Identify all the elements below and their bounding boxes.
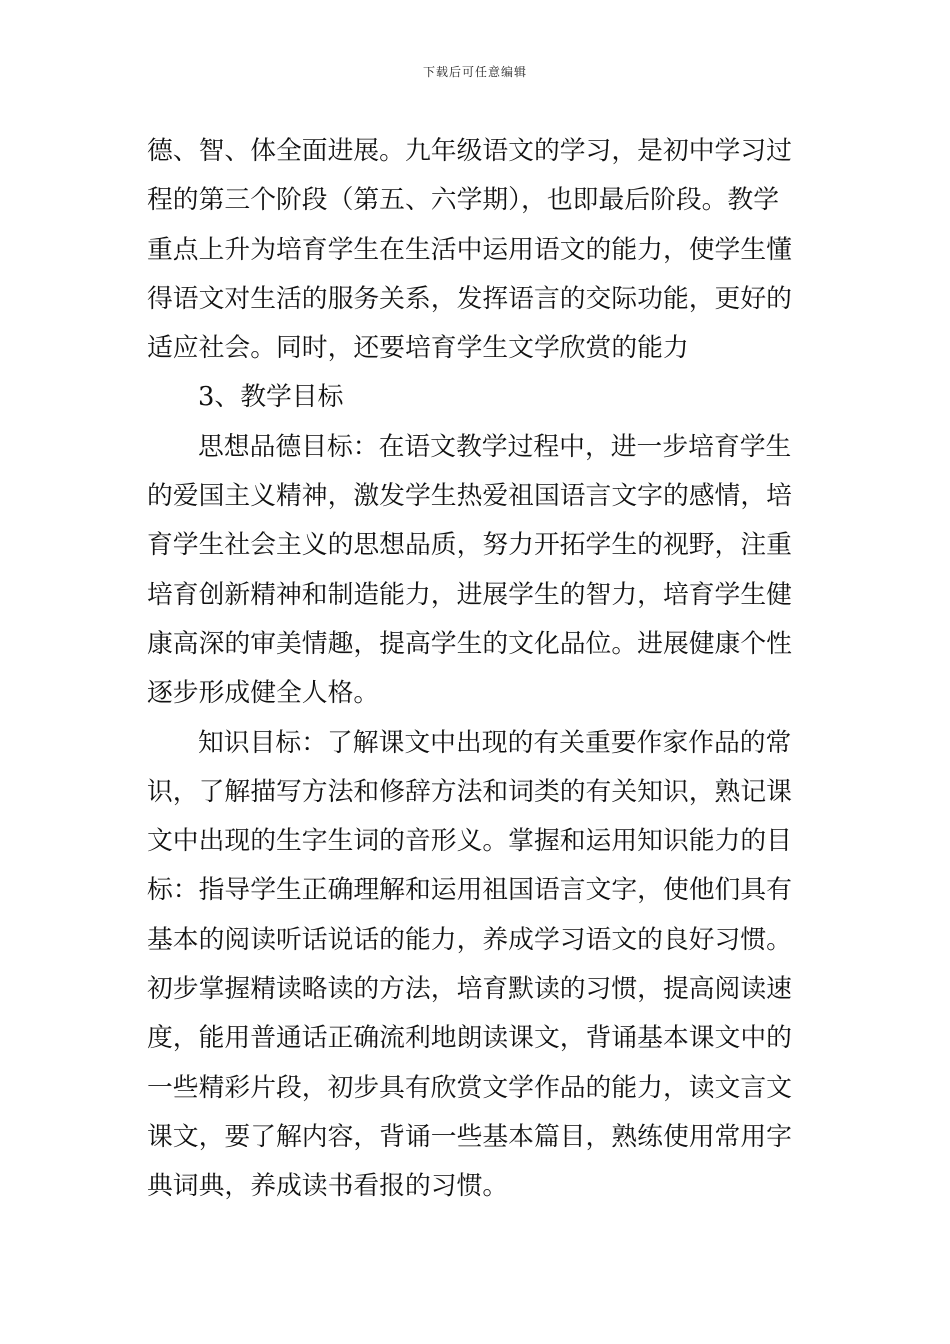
text-line: 课文，要了解内容，背诵一些基本篇目，熟练使用常用字 [147,1121,792,1152]
page-header-note: 下载后可任意编辑 [422,65,527,79]
text-line: 文中出现的生字生词的音形义。掌握和运用知识能力的目 [147,826,792,857]
text-line: 德、智、体全面进展。九年级语文的学习，是初中学习过 [147,136,792,166]
text-line: 度，能用普通话正确流利地朗读课文，背诵基本课文中的 [147,1023,792,1054]
text-line: 思想品德目标：在语文教学过程中，进一步培育学生 [198,431,792,462]
section-heading: 3、教学目标 [198,382,344,413]
text-line: 的爱国主义精神，激发学生热爱祖国语言文字的感情，培 [147,481,792,512]
text-line: 康高深的审美情趣，提高学生的文化品位。进展健康个性 [147,628,792,659]
text-line: 标：指导学生正确理解和运用祖国语言文字，使他们具有 [147,875,792,906]
text-line: 得语文对生活的服务关系，发挥语言的交际功能，更好的 [147,283,792,314]
document-body [147,127,837,1212]
text-line: 基本的阅读听话说话的能力，养成学习语文的良好习惯。 [147,924,792,955]
text-line: 育学生社会主义的思想品质，努力开拓学生的视野，注重 [147,530,792,561]
text-line: 知识目标：了解课文中出现的有关重要作家作品的常 [198,727,792,758]
text-line: 逐步形成健全人格。 [147,678,380,709]
text-line: 一些精彩片段，初步具有欣赏文学作品的能力，读文言文 [147,1072,792,1103]
text-line: 重点上升为培育学生在生活中运用语文的能力，使学生懂 [147,234,792,265]
text-line: 初步掌握精读略读的方法，培育默读的习惯，提高阅读速 [147,974,792,1005]
text-line: 适应社会。同时，还要培育学生文学欣赏的能力 [147,333,689,364]
text-line: 培育创新精神和制造能力，进展学生的智力，培育学生健 [147,579,792,610]
text-line: 程的第三个阶段（第五、六学期），也即最后阶段。教学 [147,185,780,216]
text-line: 典词典，养成读书看报的习惯。 [147,1171,509,1202]
text-line: 识，了解描写方法和修辞方法和词类的有关知识，熟记课 [147,776,792,807]
